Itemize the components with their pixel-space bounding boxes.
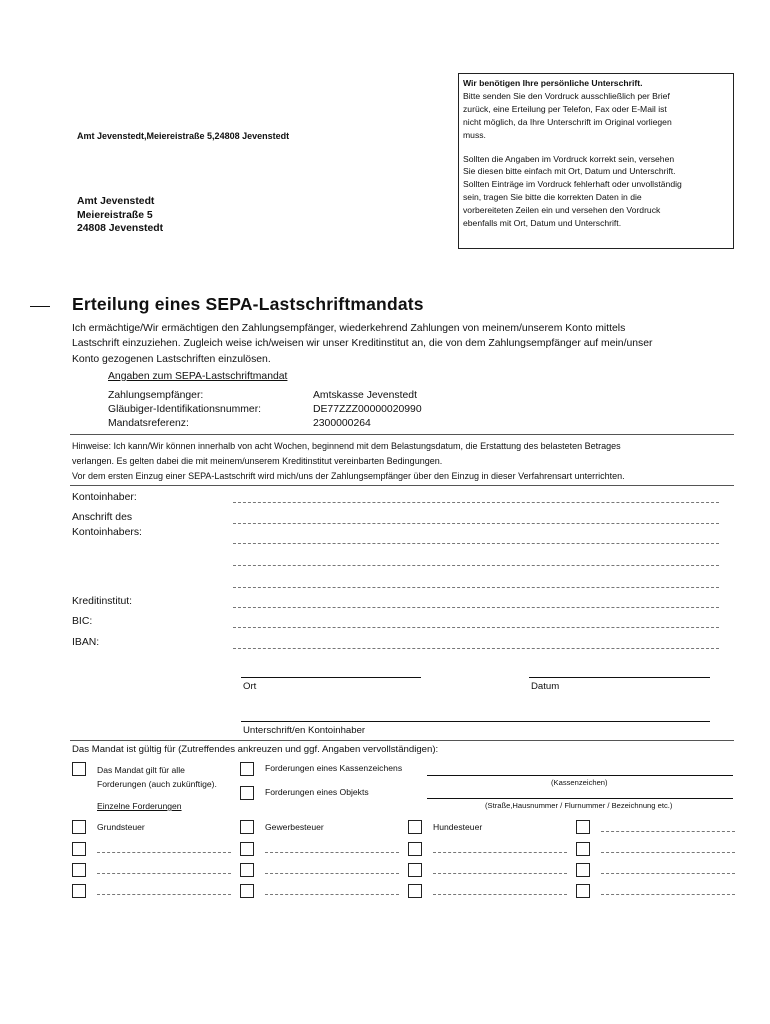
mandate-details-heading: Angaben zum SEPA-Lastschriftmandat: [108, 371, 288, 382]
intro-line: Ich ermächtige/Wir ermächtigen den Zahlungsempfänger, wiederkehrend Zahlungen von meinem/unserem Konto mittels: [72, 323, 626, 334]
gewerbesteuer-label: Gewerbesteuer: [265, 822, 324, 832]
notice-line: Bitte senden Sie den Vordruck ausschließlich per Brief: [463, 90, 670, 101]
signature-field[interactable]: [241, 721, 710, 722]
notice-heading: Wir benötigen Ihre persönliche Unterschrift.: [463, 78, 643, 88]
custom-claim-checkbox[interactable]: [240, 863, 254, 877]
creditor-value: Amtskasse Jevenstedt: [313, 390, 417, 401]
custom-claim-checkbox[interactable]: [240, 884, 254, 898]
custom-claim-checkbox[interactable]: [72, 842, 86, 856]
address-line: Amt Jevenstedt: [77, 196, 155, 207]
custom-claim-field[interactable]: [97, 894, 231, 895]
objekt-checkbox[interactable]: [240, 786, 254, 800]
creditor-label: Zahlungsempfänger:: [108, 390, 204, 401]
holder-address-field[interactable]: [233, 565, 719, 566]
custom-claim-checkbox[interactable]: [576, 863, 590, 877]
date-label: Datum: [531, 681, 560, 692]
kassenzeichen-hint: (Kassenzeichen): [551, 778, 608, 787]
notice-line: muss.: [463, 129, 486, 140]
mandate-hint-text: [72, 439, 742, 484]
divider: [70, 740, 734, 741]
custom-claim-field[interactable]: [601, 852, 735, 853]
custom-claim-field[interactable]: [601, 873, 735, 874]
custom-claim-field[interactable]: [265, 894, 399, 895]
custom-claim-field[interactable]: [265, 873, 399, 874]
custom-claim-field[interactable]: [433, 852, 567, 853]
bic-label: BIC:: [72, 616, 93, 627]
custom-claim-checkbox[interactable]: [576, 820, 590, 834]
custom-claim-checkbox[interactable]: [576, 842, 590, 856]
custom-claim-checkbox[interactable]: [408, 884, 422, 898]
all-claims-label: [97, 763, 217, 791]
label-line: Anschrift des: [72, 512, 133, 523]
objekt-label: Forderungen eines Objekts: [265, 787, 369, 797]
notice-line: Sie diesen bitte einfach mit Ort, Datum und Unterschrift.: [463, 166, 676, 177]
mandate-reference-label: Mandatsreferenz:: [108, 418, 189, 429]
place-field[interactable]: [241, 677, 421, 678]
individual-claims-heading: Einzelne Forderungen: [97, 801, 182, 811]
grundsteuer-label: Grundsteuer: [97, 822, 145, 832]
holder-address-field[interactable]: [233, 587, 719, 588]
validity-intro: Das Mandat ist gültig für (Zutreffendes ankreuzen und ggf. Angaben vervollständigen):: [72, 744, 439, 755]
signature-label: Unterschrift/en Kontoinhaber: [243, 725, 366, 736]
custom-claim-field[interactable]: [433, 894, 567, 895]
divider: [70, 485, 734, 486]
iban-field[interactable]: [233, 648, 719, 649]
address-line: Meiereistraße 5: [77, 209, 153, 221]
bic-field[interactable]: [233, 627, 719, 628]
hint-line: Hinweise: Ich kann/Wir können innerhalb von acht Wochen, beginnend mit dem Belastungsdatum, die Erstattung des belasteten Betrages: [72, 441, 621, 451]
custom-claim-field[interactable]: [265, 852, 399, 853]
hint-line: verlangen. Es gelten dabei die mit meinem/unserem Kreditinstitut vereinbarten Bedingungen.: [72, 456, 443, 466]
date-field[interactable]: [529, 677, 710, 678]
holder-address-label: [72, 510, 142, 540]
document-title: Erteilung eines SEPA-Lastschriftmandats: [72, 294, 424, 314]
creditor-id-value: DE77ZZZ00000020990: [313, 404, 422, 415]
address-line: 24808 Jevenstedt: [77, 223, 164, 235]
label-line: Kontoinhabers:: [72, 527, 142, 538]
custom-claim-field[interactable]: [601, 894, 735, 895]
creditor-id-label: Gläubiger-Identifikationsnummer:: [108, 404, 262, 415]
hundesteuer-checkbox[interactable]: [408, 820, 422, 834]
grundsteuer-checkbox[interactable]: [72, 820, 86, 834]
notice-line: zurück, eine Erteilung per Telefon, Fax oder E-Mail ist: [463, 103, 667, 114]
custom-claim-field[interactable]: [97, 873, 231, 874]
intro-line: Lastschrift einzuziehen. Zugleich weise ich/weisen wir unser Kreditinstitut an, die von dem Zahlungsempfänger auf mein/unser: [72, 338, 653, 350]
custom-claim-checkbox[interactable]: [72, 863, 86, 877]
hint-line: Vor dem ersten Einzug einer SEPA-Lastschrift wird mich/uns der Zahlungsempfänger über den Einzug in dieser Verfahrensart unterrichten.: [72, 471, 625, 481]
sender-line: Amt Jevenstedt,Meiereistraße 5,24808 Jevenstedt: [77, 131, 290, 141]
custom-claim-field[interactable]: [97, 852, 231, 853]
objekt-field[interactable]: [427, 798, 733, 799]
notice-line: Sollten Einträge im Vordruck fehlerhaft oder unvollständig: [463, 179, 682, 190]
mandate-reference-value: 2300000264: [313, 418, 371, 429]
fold-mark: [30, 306, 50, 307]
custom-claim-field[interactable]: [433, 873, 567, 874]
signature-notice-box: [458, 73, 734, 249]
holder-address-field[interactable]: [233, 543, 719, 544]
place-label: Ort: [243, 681, 257, 692]
recipient-address: [77, 195, 163, 236]
kassenzeichen-checkbox[interactable]: [240, 762, 254, 776]
notice-line: vorbereiteten Zeilen ein und versehen den Vordruck: [463, 205, 661, 216]
label-line: Forderungen (auch zukünftige).: [97, 779, 217, 789]
holder-address-field[interactable]: [233, 523, 719, 524]
notice-line: sein, tragen Sie bitte die korrekten Daten in die: [463, 192, 642, 203]
kassenzeichen-field[interactable]: [427, 775, 733, 776]
divider: [70, 434, 734, 435]
custom-claim-checkbox[interactable]: [408, 863, 422, 877]
mandate-intro-text: [72, 321, 732, 367]
custom-claim-checkbox[interactable]: [240, 842, 254, 856]
account-holder-field[interactable]: [233, 502, 719, 503]
custom-claim-checkbox[interactable]: [72, 884, 86, 898]
notice-line: ebenfalls mit Ort, Datum und Unterschrift.: [463, 218, 622, 229]
gewerbesteuer-checkbox[interactable]: [240, 820, 254, 834]
label-line: Das Mandat gilt für alle: [97, 765, 185, 775]
hundesteuer-label: Hundesteuer: [433, 822, 483, 832]
all-claims-checkbox[interactable]: [72, 762, 86, 776]
notice-line: nicht möglich, da Ihre Unterschrift im Original vorliegen: [463, 116, 672, 127]
objekt-hint: (Straße,Hausnummer / Flurnummer / Bezeichnung etc.): [485, 801, 673, 810]
iban-label: IBAN:: [72, 637, 100, 648]
custom-claim-checkbox[interactable]: [408, 842, 422, 856]
custom-claim-checkbox[interactable]: [576, 884, 590, 898]
intro-line: Konto gezogenen Lastschriften einzulösen.: [72, 353, 271, 365]
account-holder-label: Kontoinhaber:: [72, 492, 137, 503]
bank-label: Kreditinstitut:: [72, 596, 133, 607]
bank-field[interactable]: [233, 607, 719, 608]
custom-claim-field[interactable]: [601, 831, 735, 832]
notice-line: Sollten die Angaben im Vordruck korrekt sein, versehen: [463, 153, 675, 164]
kassenzeichen-label: Forderungen eines Kassenzeichens: [265, 763, 403, 773]
